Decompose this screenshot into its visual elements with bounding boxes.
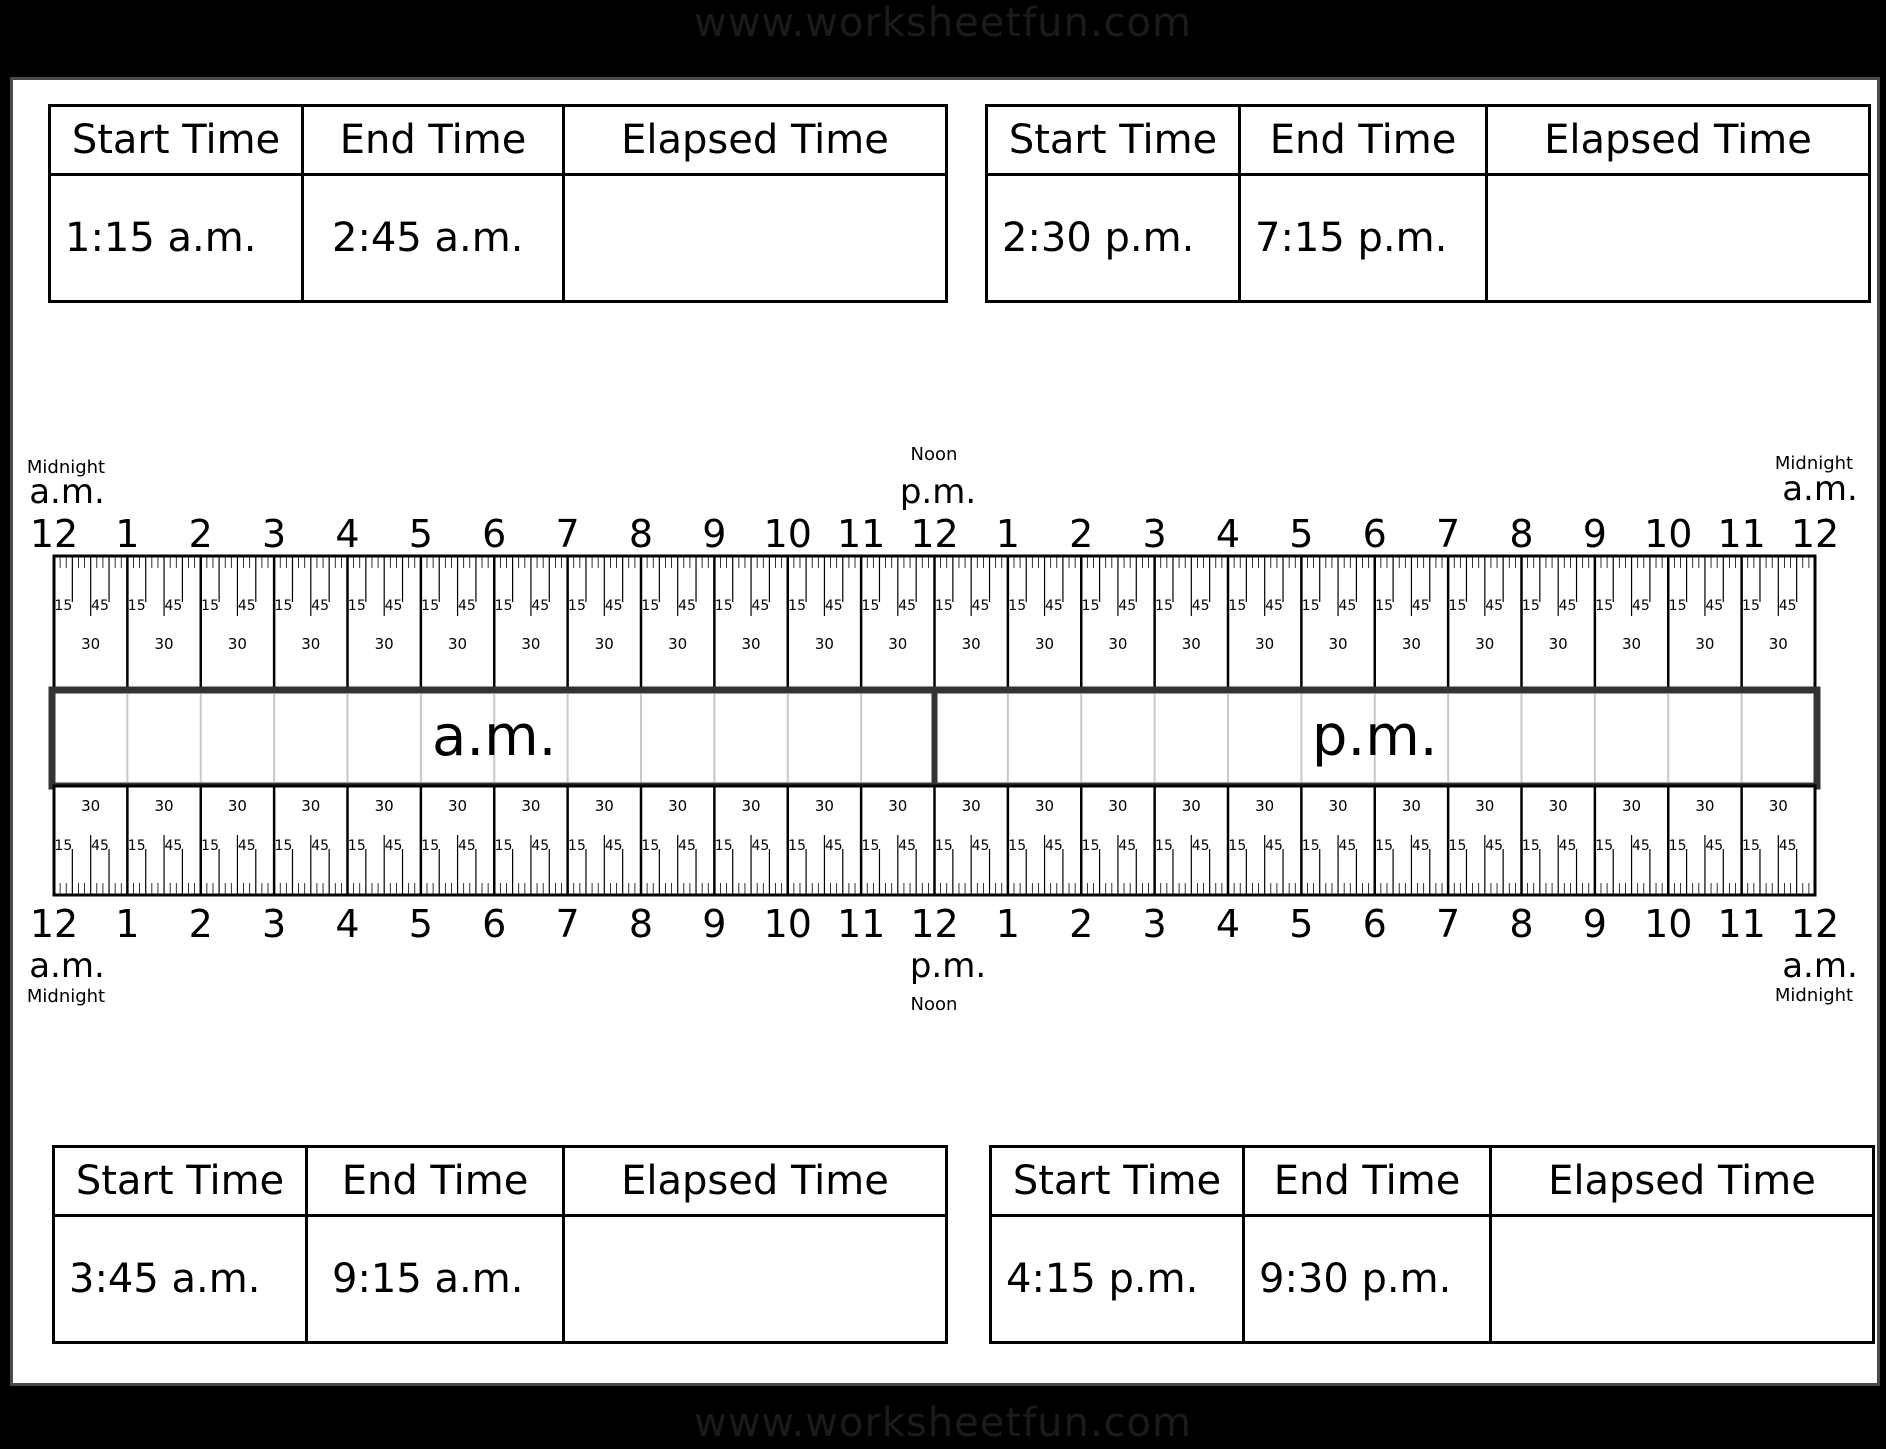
minute-label-45: 45 (1265, 598, 1283, 614)
minute-label-15: 15 (714, 598, 733, 614)
minute-label-15: 15 (1008, 598, 1027, 614)
minute-label-30: 30 (594, 797, 614, 815)
minute-label-45: 45 (1778, 838, 1797, 854)
hour-label-top: 4 (1215, 512, 1241, 556)
am-label: a.m. (29, 472, 105, 512)
hour-label-top: 12 (1790, 512, 1840, 556)
midnight-label: Midnight (26, 457, 106, 478)
minute-label-45: 45 (91, 838, 109, 854)
minute-label-45: 45 (311, 598, 330, 614)
hour-label-bottom: 7 (555, 902, 580, 946)
end-time-cell: 7:15 p.m. (1240, 175, 1487, 302)
am-label: a.m. (1782, 469, 1858, 509)
end-time-header: End Time (1244, 1147, 1491, 1216)
hour-label-top: 9 (1582, 512, 1607, 556)
minute-label-15: 15 (568, 598, 586, 614)
minute-label-45: 45 (1631, 838, 1650, 854)
pm-label: p.m. (899, 472, 977, 512)
minute-label-45: 45 (1558, 598, 1577, 614)
watermark-top: www.worksheetfun.com (693, 0, 1192, 46)
noon-label: Noon (910, 444, 958, 465)
minute-label-30: 30 (1181, 635, 1201, 653)
hour-label-top: 4 (335, 512, 360, 556)
hour-label-top: 6 (482, 512, 507, 556)
end-time-header: End Time (303, 106, 564, 175)
minute-label-30: 30 (374, 635, 394, 653)
minute-label-15: 15 (127, 598, 146, 614)
minute-label-15: 15 (861, 838, 880, 854)
minute-label-45: 45 (824, 598, 843, 614)
minute-label-30: 30 (961, 797, 981, 815)
hour-label-bottom: 12 (29, 902, 79, 946)
hour-label-bottom: 9 (702, 902, 727, 946)
hour-label-top: 11 (836, 512, 886, 556)
minute-label-30: 30 (301, 797, 321, 815)
minute-label-30: 30 (81, 635, 101, 653)
hour-label-top: 12 (29, 512, 79, 556)
minute-label-15: 15 (274, 598, 293, 614)
minute-label-15: 15 (1448, 838, 1467, 854)
minute-label-45: 45 (1338, 598, 1357, 614)
minute-label-15: 15 (347, 838, 366, 854)
minute-label-45: 45 (1411, 838, 1430, 854)
hour-label-top: 3 (262, 512, 287, 556)
minute-label-45: 45 (1265, 838, 1283, 854)
minute-label-15: 15 (201, 598, 220, 614)
start-time-header: Start Time (54, 1147, 307, 1216)
hour-label-top: 2 (1069, 512, 1094, 556)
minute-label-45: 45 (164, 598, 183, 614)
start-time-header: Start Time (987, 106, 1240, 175)
minute-label-45: 45 (1485, 838, 1504, 854)
end-time-cell: 9:30 p.m. (1244, 1216, 1491, 1343)
minute-label-15: 15 (54, 838, 73, 854)
hour-label-bottom: 1 (995, 902, 1020, 946)
am-band-label: a.m. (432, 704, 557, 769)
minute-label-15: 15 (1155, 838, 1173, 854)
end-time-cell: 9:15 a.m. (307, 1216, 564, 1343)
minute-label-30: 30 (1035, 797, 1055, 815)
minute-label-15: 15 (1228, 598, 1247, 614)
hour-label-bottom: 10 (763, 902, 812, 946)
hour-label-top: 5 (1289, 512, 1314, 556)
minute-label-30: 30 (1548, 635, 1568, 653)
elapsed-time-header: Elapsed Time (1491, 1147, 1874, 1216)
minute-label-15: 15 (788, 838, 807, 854)
start-time-cell: 2:30 p.m. (987, 175, 1240, 302)
pm-label: p.m. (909, 946, 987, 986)
minute-label-45: 45 (898, 838, 917, 854)
hour-label-top: 10 (1644, 512, 1693, 556)
midnight-label: Midnight (1774, 453, 1854, 474)
elapsed-time-header: Elapsed Time (564, 1147, 947, 1216)
hour-label-bottom: 1 (115, 902, 140, 946)
minute-label-30: 30 (1328, 797, 1348, 815)
minute-label-15: 15 (1742, 598, 1760, 614)
minute-label-15: 15 (1081, 838, 1100, 854)
minute-label-45: 45 (971, 598, 990, 614)
minute-label-30: 30 (814, 635, 834, 653)
minute-label-15: 15 (1008, 838, 1027, 854)
minute-label-30: 30 (227, 635, 247, 653)
minute-label-30: 30 (1255, 797, 1275, 815)
minute-label-15: 15 (1668, 598, 1687, 614)
minute-label-45: 45 (678, 598, 696, 614)
end-time-header: End Time (307, 1147, 564, 1216)
minute-label-45: 45 (1044, 838, 1063, 854)
minute-label-15: 15 (788, 598, 807, 614)
hour-label-bottom: 10 (1644, 902, 1693, 946)
minute-label-30: 30 (668, 797, 688, 815)
minute-label-45: 45 (237, 598, 256, 614)
hour-label-bottom: 4 (335, 902, 360, 946)
start-time-cell: 3:45 a.m. (54, 1216, 307, 1343)
minute-label-15: 15 (494, 838, 513, 854)
hour-label-bottom: 2 (1069, 902, 1094, 946)
minute-label-45: 45 (1191, 838, 1210, 854)
minute-label-30: 30 (1622, 635, 1642, 653)
hour-label-bottom: 5 (1289, 902, 1314, 946)
minute-label-15: 15 (494, 598, 513, 614)
minute-label-45: 45 (1485, 598, 1504, 614)
minute-label-15: 15 (1448, 598, 1467, 614)
minute-label-30: 30 (1108, 635, 1128, 653)
hour-label-top: 3 (1142, 512, 1167, 556)
minute-label-15: 15 (1668, 838, 1687, 854)
minute-label-15: 15 (1301, 598, 1320, 614)
minute-label-45: 45 (1044, 598, 1063, 614)
minute-label-15: 15 (274, 838, 293, 854)
hour-label-top: 11 (1717, 512, 1766, 556)
midnight-label: Midnight (26, 986, 106, 1007)
start-time-header: Start Time (50, 106, 303, 175)
hour-label-top: 8 (1509, 512, 1534, 556)
minute-label-15: 15 (1155, 598, 1173, 614)
minute-label-45: 45 (311, 838, 330, 854)
minute-label-15: 15 (347, 598, 366, 614)
minute-label-45: 45 (971, 838, 990, 854)
minute-label-45: 45 (91, 598, 109, 614)
minute-label-30: 30 (374, 797, 394, 815)
minute-label-45: 45 (1191, 598, 1210, 614)
minute-label-45: 45 (1118, 838, 1137, 854)
minute-label-30: 30 (1401, 797, 1421, 815)
minute-label-15: 15 (1081, 598, 1100, 614)
minute-label-45: 45 (604, 838, 623, 854)
hour-label-top: 10 (763, 512, 812, 556)
minute-label-15: 15 (934, 838, 953, 854)
hour-label-bottom: 12 (910, 902, 959, 946)
minute-label-45: 45 (531, 598, 550, 614)
minute-label-30: 30 (888, 797, 908, 815)
minute-label-15: 15 (54, 598, 73, 614)
minute-label-45: 45 (1631, 598, 1650, 614)
minute-label-15: 15 (568, 838, 586, 854)
minute-label-30: 30 (154, 797, 174, 815)
minute-label-30: 30 (227, 797, 247, 815)
hour-label-bottom: 8 (1509, 902, 1534, 946)
hour-label-bottom: 9 (1582, 902, 1607, 946)
hour-label-bottom: 4 (1215, 902, 1241, 946)
minute-label-15: 15 (421, 598, 440, 614)
hour-label-bottom: 8 (628, 902, 654, 946)
watermark-bottom: www.worksheetfun.com (693, 1400, 1192, 1446)
minute-label-45: 45 (1778, 598, 1797, 614)
minute-label-30: 30 (1108, 797, 1128, 815)
elapsed-time-header: Elapsed Time (1487, 106, 1870, 175)
minute-label-45: 45 (1338, 838, 1357, 854)
hour-label-bottom: 12 (1790, 902, 1840, 946)
noon-label: Noon (910, 994, 958, 1015)
minute-label-30: 30 (81, 797, 101, 815)
hour-label-top: 7 (555, 512, 580, 556)
minute-label-45: 45 (1411, 598, 1430, 614)
minute-label-30: 30 (741, 797, 761, 815)
start-time-header: Start Time (991, 1147, 1244, 1216)
start-time-cell: 4:15 p.m. (991, 1216, 1244, 1343)
minute-label-30: 30 (888, 635, 908, 653)
minute-label-30: 30 (521, 797, 541, 815)
start-time-cell: 1:15 a.m. (50, 175, 303, 302)
hour-label-top: 5 (408, 512, 433, 556)
hour-label-top: 1 (995, 512, 1020, 556)
hour-label-bottom: 3 (262, 902, 287, 946)
minute-label-30: 30 (1768, 797, 1788, 815)
minute-label-15: 15 (861, 598, 880, 614)
minute-label-45: 45 (237, 838, 256, 854)
minute-label-45: 45 (384, 838, 403, 854)
minute-label-30: 30 (1035, 635, 1055, 653)
hour-label-bottom: 11 (1717, 902, 1766, 946)
minute-label-30: 30 (594, 635, 614, 653)
minute-label-45: 45 (1705, 598, 1724, 614)
hour-label-top: 1 (115, 512, 140, 556)
minute-label-45: 45 (751, 598, 770, 614)
minute-label-15: 15 (714, 838, 733, 854)
midnight-label: Midnight (1774, 985, 1854, 1006)
minute-label-15: 15 (421, 838, 440, 854)
minute-label-30: 30 (1328, 635, 1348, 653)
minute-label-15: 15 (201, 838, 220, 854)
hour-label-bottom: 3 (1142, 902, 1167, 946)
minute-label-45: 45 (457, 838, 476, 854)
minute-label-45: 45 (678, 838, 696, 854)
minute-label-15: 15 (1595, 598, 1614, 614)
hour-label-top: 6 (1362, 512, 1387, 556)
minute-label-45: 45 (384, 598, 403, 614)
am-label: a.m. (29, 946, 105, 986)
hour-label-top: 7 (1436, 512, 1461, 556)
minute-label-45: 45 (1118, 598, 1137, 614)
minute-label-15: 15 (127, 838, 146, 854)
am-pm-band (52, 690, 1817, 786)
hour-label-top: 8 (628, 512, 654, 556)
minute-label-30: 30 (668, 635, 688, 653)
minute-label-15: 15 (1375, 838, 1394, 854)
minute-label-15: 15 (1228, 838, 1247, 854)
minute-label-15: 15 (641, 598, 660, 614)
minute-label-30: 30 (1401, 635, 1421, 653)
minute-label-30: 30 (521, 635, 541, 653)
minute-label-30: 30 (741, 635, 761, 653)
minute-label-45: 45 (164, 838, 183, 854)
hour-label-top: 9 (702, 512, 727, 556)
minute-label-45: 45 (604, 598, 623, 614)
minute-label-30: 30 (1181, 797, 1201, 815)
minute-label-45: 45 (824, 838, 843, 854)
minute-label-30: 30 (1695, 635, 1715, 653)
hour-label-top: 2 (188, 512, 213, 556)
minute-label-15: 15 (1375, 598, 1394, 614)
minute-label-30: 30 (1548, 797, 1568, 815)
minute-label-30: 30 (1768, 635, 1788, 653)
hour-label-bottom: 6 (1362, 902, 1387, 946)
end-time-header: End Time (1240, 106, 1487, 175)
minute-label-45: 45 (531, 838, 550, 854)
minute-label-15: 15 (934, 598, 953, 614)
minute-label-15: 15 (1742, 838, 1760, 854)
minute-label-45: 45 (457, 598, 476, 614)
minute-label-45: 45 (1705, 838, 1724, 854)
minute-label-30: 30 (448, 635, 468, 653)
minute-label-15: 15 (1521, 598, 1540, 614)
minute-label-45: 45 (751, 838, 770, 854)
minute-label-30: 30 (1475, 797, 1495, 815)
minute-label-30: 30 (301, 635, 321, 653)
minute-label-45: 45 (1558, 838, 1577, 854)
hour-label-bottom: 11 (836, 902, 886, 946)
hour-label-bottom: 6 (482, 902, 507, 946)
hour-label-bottom: 7 (1436, 902, 1461, 946)
minute-label-30: 30 (961, 635, 981, 653)
hour-label-bottom: 2 (188, 902, 213, 946)
minute-label-30: 30 (1475, 635, 1495, 653)
hour-label-top: 12 (910, 512, 959, 556)
minute-label-30: 30 (1622, 797, 1642, 815)
minute-label-30: 30 (154, 635, 174, 653)
minute-label-30: 30 (1255, 635, 1275, 653)
minute-label-30: 30 (448, 797, 468, 815)
ruler-top-scale (54, 556, 1815, 690)
am-label: a.m. (1782, 946, 1858, 986)
end-time-cell: 2:45 a.m. (303, 175, 564, 302)
minute-label-15: 15 (641, 838, 660, 854)
minute-label-30: 30 (1695, 797, 1715, 815)
hour-label-bottom: 5 (408, 902, 433, 946)
minute-label-45: 45 (898, 598, 917, 614)
minute-label-30: 30 (814, 797, 834, 815)
ruler-bottom-scale (54, 786, 1815, 895)
elapsed-time-header: Elapsed Time (564, 106, 947, 175)
minute-label-15: 15 (1595, 838, 1614, 854)
pm-band-label: p.m. (1311, 704, 1438, 769)
minute-label-15: 15 (1301, 838, 1320, 854)
minute-label-15: 15 (1521, 838, 1540, 854)
